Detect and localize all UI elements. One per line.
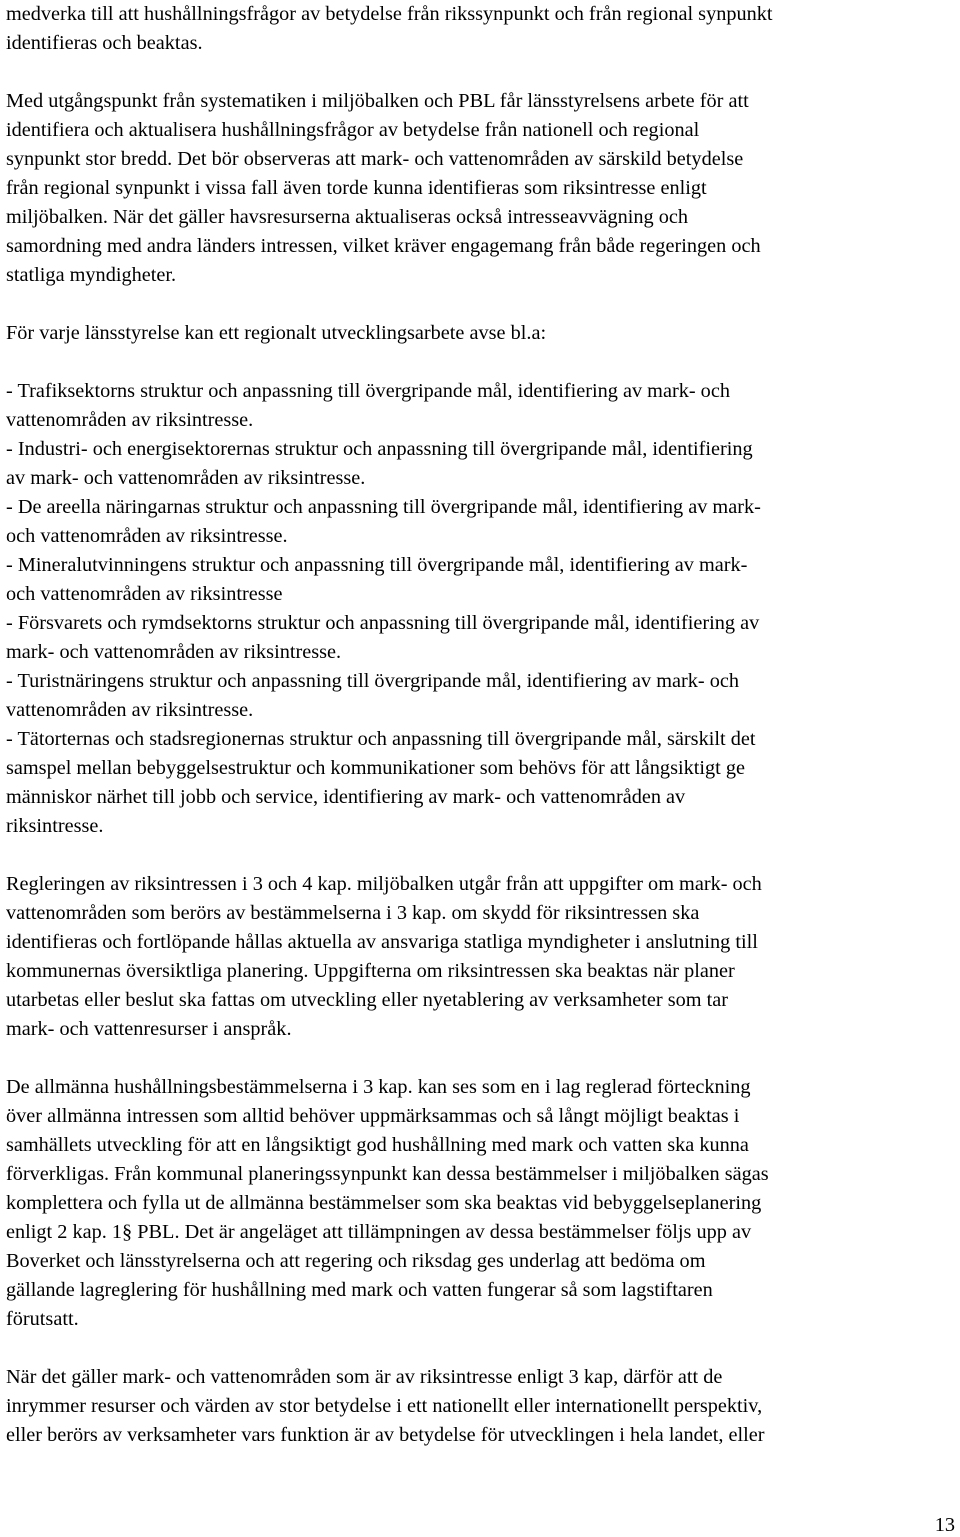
text-line: - Tätorternas och stadsregionernas struktur och anpassning till övergripande mål, särskilt det [6, 728, 756, 750]
text-line: - De areella näringarnas struktur och anpassning till övergripande mål, identifiering av mark- [6, 496, 761, 518]
text-line: samspel mellan bebyggelsestruktur och kommunikationer som behövs för att långsiktigt ge [6, 757, 745, 779]
text-line: utarbetas eller beslut ska fattas om utveckling eller nyetablering av verksamheter som tar [6, 989, 728, 1011]
text-line: inrymmer resurser och värden av stor betydelse i ett nationellt eller internationellt perspektiv, [6, 1395, 763, 1417]
text-line: samordning med andra länders intressen, vilket kräver engagemang från både regeringen och [6, 235, 761, 257]
text-line: Regleringen av riksintressen i 3 och 4 kap. miljöbalken utgår från att uppgifter om mark- och [6, 873, 762, 895]
text-line: vattenområden av riksintresse. [6, 699, 254, 721]
paragraph [6, 377, 952, 841]
paragraph [6, 0, 952, 58]
text-line: kommunernas översiktliga planering. Uppgifterna om riksintressen ska beaktas när planer [6, 960, 735, 982]
text-line: Boverket och länsstyrelserna och att regering och riksdag ges underlag att bedöma om [6, 1250, 706, 1272]
paragraph-gap [6, 58, 952, 87]
text-line: förverkligas. Från kommunal planeringssynpunkt kan dessa bestämmelser i miljöbalken sägas [6, 1163, 769, 1185]
paragraph [6, 1073, 952, 1334]
text-line: De allmänna hushållningsbestämmelserna i 3 kap. kan ses som en i lag reglerad förteckning [6, 1076, 751, 1098]
paragraph-gap [6, 1044, 952, 1073]
text-line: Med utgångspunkt från systematiken i miljöbalken och PBL får länsstyrelsens arbete för att [6, 90, 749, 112]
text-line: vattenområden som berörs av bestämmelserna i 3 kap. om skydd för riksintressen ska [6, 902, 700, 924]
text-line: - Industri- och energisektorernas struktur och anpassning till övergripande mål, identifiering [6, 438, 753, 460]
text-line: samhällets utveckling för att en långsiktigt god hushållning med mark och vatten ska kunna [6, 1134, 749, 1156]
text-line: mark- och vattenresurser i anspråk. [6, 1018, 292, 1040]
text-line: identifiera och aktualisera hushållningsfrågor av betydelse från nationell och regional [6, 119, 700, 141]
paragraph-gap [6, 290, 952, 319]
text-line: identifieras och fortlöpande hållas aktuella av ansvariga statliga myndigheter i anslutning till [6, 931, 758, 953]
document-body [6, 0, 952, 1450]
text-line: eller berörs av verksamheter vars funktion är av betydelse för utvecklingen i hela landet, eller [6, 1424, 765, 1446]
paragraph [6, 1363, 952, 1450]
paragraph [6, 319, 952, 348]
text-line: synpunkt stor bredd. Det bör observeras att mark- och vattenområden av särskild betydelse [6, 148, 744, 170]
text-line: - Försvarets och rymdsektorns struktur och anpassning till övergripande mål, identifiering av [6, 612, 760, 634]
text-line: vattenområden av riksintresse. [6, 409, 254, 431]
paragraph-gap [6, 841, 952, 870]
document-page [6, 0, 952, 1450]
text-line: identifieras och beaktas. [6, 32, 203, 54]
text-line: av mark- och vattenområden av riksintresse. [6, 467, 366, 489]
text-line: När det gäller mark- och vattenområden som är av riksintresse enligt 3 kap, därför att de [6, 1366, 723, 1388]
text-line: - Mineralutvinningens struktur och anpassning till övergripande mål, identifiering av mark- [6, 554, 748, 576]
text-line: mark- och vattenområden av riksintresse. [6, 641, 342, 663]
paragraph [6, 87, 952, 290]
paragraph [6, 870, 952, 1044]
text-line: över allmänna intressen som alltid behöver uppmärksammas och så långt möjligt beaktas i [6, 1105, 740, 1127]
text-line: - Turistnäringens struktur och anpassning till övergripande mål, identifiering av mark- och [6, 670, 739, 692]
text-line: medverka till att hushållningsfrågor av betydelse från rikssynpunkt och från regional synpunkt [6, 3, 773, 25]
text-line: och vattenområden av riksintresse. [6, 525, 288, 547]
text-line: - Trafiksektorns struktur och anpassning till övergripande mål, identifiering av mark- och [6, 380, 730, 402]
text-line: komplettera och fylla ut de allmänna bestämmelser som ska beaktas vid bebyggelseplanering [6, 1192, 762, 1214]
text-line: människor närhet till jobb och service, identifiering av mark- och vattenområden av [6, 786, 686, 808]
paragraph-gap [6, 348, 952, 377]
text-line: statliga myndigheter. [6, 264, 177, 286]
page-number: 13 [934, 1514, 955, 1536]
text-line: från regional synpunkt i vissa fall även torde kunna identifieras som riksintresse enligt [6, 177, 707, 199]
text-line: gällande lagreglering för hushållning med mark och vatten fungerar så som lagstiftaren [6, 1279, 713, 1301]
text-line: förutsatt. [6, 1308, 79, 1330]
text-line: För varje länsstyrelse kan ett regionalt utvecklingsarbete avse bl.a: [6, 322, 547, 344]
text-line: enligt 2 kap. 1§ PBL. Det är angeläget att tillämpningen av dessa bestämmelser följs upp av [6, 1221, 752, 1243]
text-line: miljöbalken. När det gäller havsresurserna aktualiseras också intresseavvägning och [6, 206, 688, 228]
text-line: och vattenområden av riksintresse [6, 583, 283, 605]
paragraph-gap [6, 1334, 952, 1363]
text-line: riksintresse. [6, 815, 104, 837]
